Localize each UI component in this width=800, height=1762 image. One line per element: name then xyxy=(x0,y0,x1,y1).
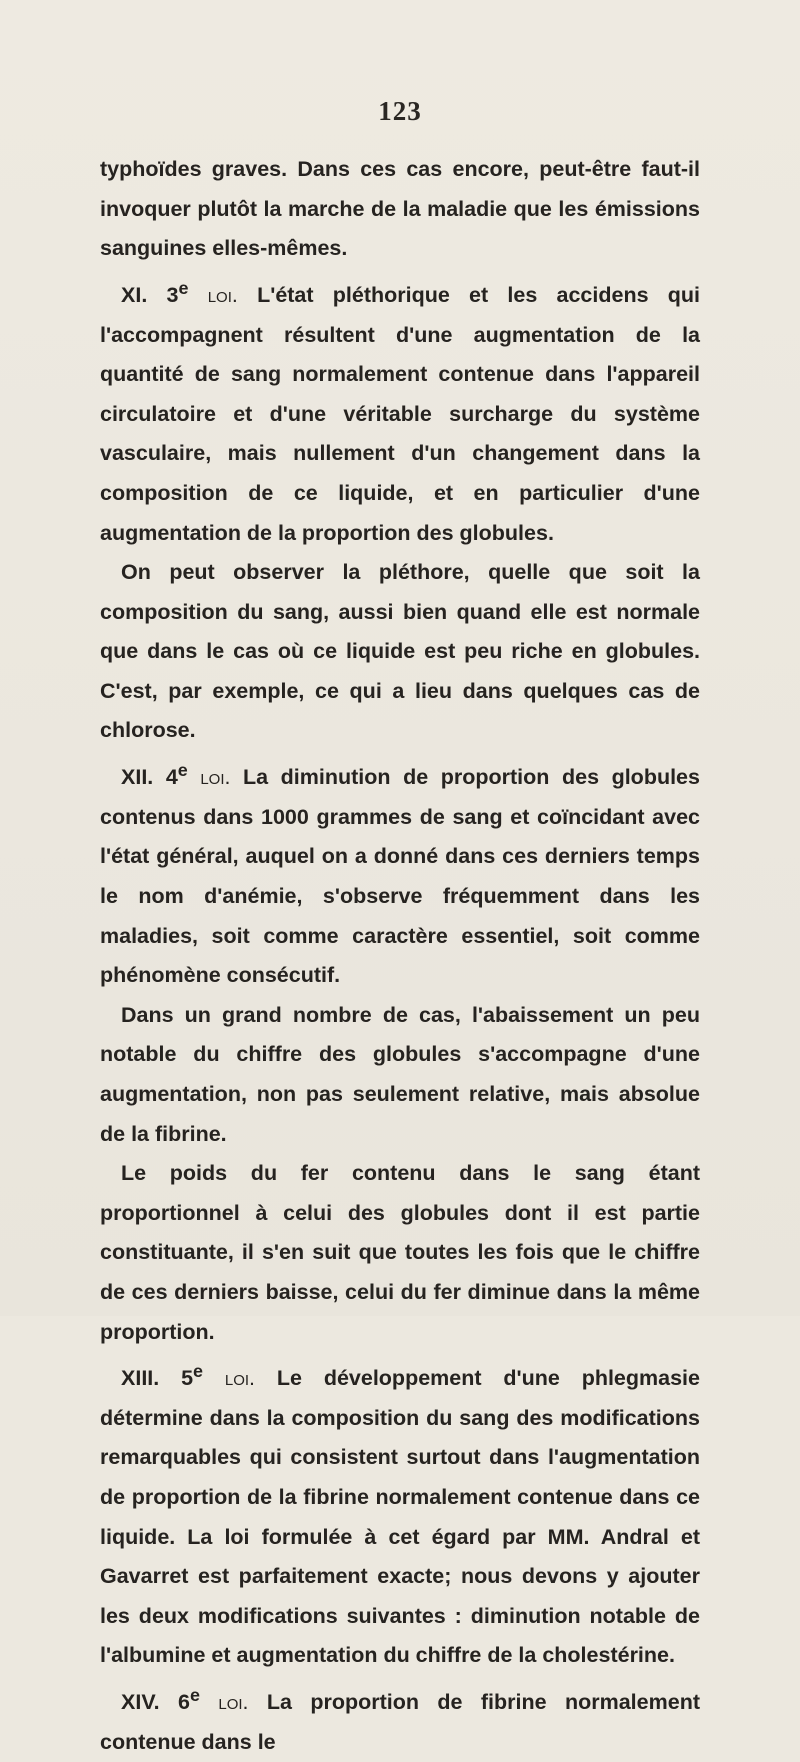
section-number: XI. 3 xyxy=(121,282,179,307)
section-number: XIV. 6 xyxy=(121,1690,190,1715)
loi-label: loi. xyxy=(218,1690,249,1715)
ordinal-suffix: e xyxy=(190,1685,200,1706)
loi-label: loi. xyxy=(207,282,238,307)
page-number: 123 xyxy=(378,96,422,126)
paragraph: On peut observer la pléthore, quelle que soit la composition du sang, aussi bien quand elle est normale que dans le cas où ce liquide est peu riche en globules. C'est, par exemple, ce qui a lieu dans quelques cas de chlorose. xyxy=(100,560,700,743)
section-number: XIII. 5 xyxy=(121,1366,194,1391)
paragraph: XIV. 6e loi. La proportion de fibrine normalement contenue dans le xyxy=(100,1685,700,1754)
paragraph: typhoïdes graves. Dans ces cas encore, peut-être faut-il invoquer plutôt la marche de la maladie que les émissions sanguines elles-mêmes. xyxy=(100,157,700,261)
loi-label: loi. xyxy=(224,1366,256,1391)
body-text xyxy=(100,150,700,1762)
paragraph: XIII. 5e loi. Le développement d'une phlegmasie détermine dans la composition du sang des modifications remarquables qui consistent surtout dans l'augmentation de proportion de la fibrine normalement contenue dans ce liquide. La loi formulée à cet égard par MM. Andral et Gavarret est parfaitement exacte; nous devons y ajouter les deux modifications suivantes : diminution notable de l'albumine et augmentation du chiffre de la cholestérine. xyxy=(100,1361,700,1668)
loi-label: loi. xyxy=(200,765,231,790)
paragraph: Dans un grand nombre de cas, l'abaissement un peu notable du chiffre des globules s'accompagne d'une augmentation, non pas seulement relative, mais absolue de la fibrine. xyxy=(100,1002,700,1146)
paragraph: XI. 3e loi. L'état pléthorique et les accidens qui l'accompagnent résultent d'une augmentation de la quantité de sang normalement contenue dans l'appareil circulatoire et d'une véritable surcharge du système vasculaire, mais nullement d'un changement dans la composition de ce liquide, et en particulier d'une augmentation de la proportion des globules. xyxy=(100,277,700,545)
paragraph: XII. 4e loi. La diminution de proportion des globules contenus dans 1000 grammes de sang et coïncidant avec l'état général, auquel on a donné dans ces derniers temps le nom d'anémie, s'observe fréquemment dans les maladies, soit comme caractère essentiel, soit comme phénomène consécutif. xyxy=(100,760,700,988)
ordinal-suffix: e xyxy=(193,1361,204,1382)
ordinal-suffix: e xyxy=(177,760,188,781)
paragraph: Le poids du fer contenu dans le sang étant proportionnel à celui des globules dont il est partie constituante, il s'en suit que toutes les fois que le chiffre de ces derniers baisse, celui du fer diminue dans la même proportion. xyxy=(100,1161,700,1344)
section-number: XII. 4 xyxy=(121,765,178,790)
ordinal-suffix: e xyxy=(178,277,189,298)
